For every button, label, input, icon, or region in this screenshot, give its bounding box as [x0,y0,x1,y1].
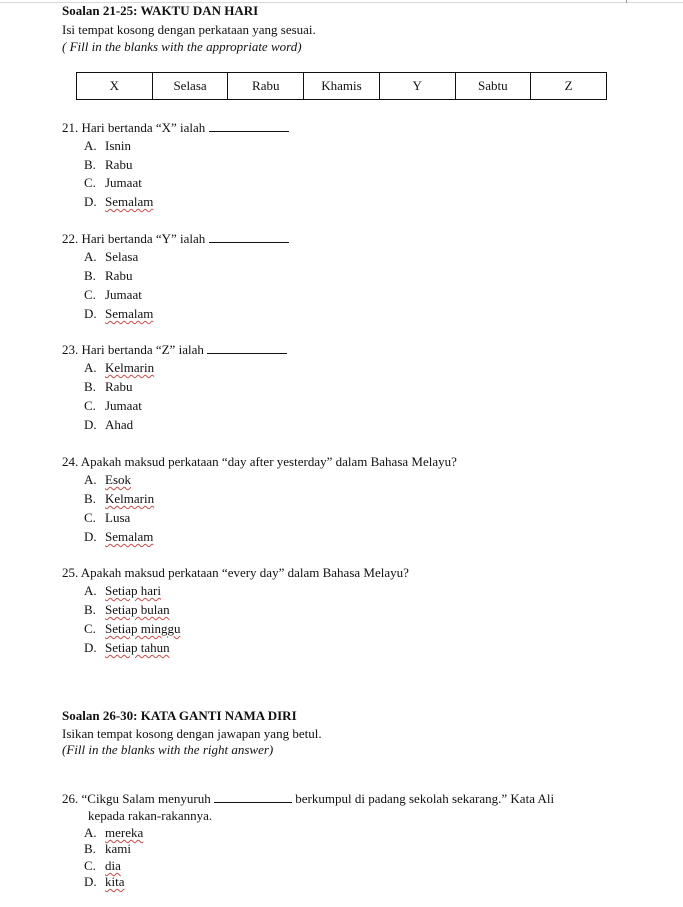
section-heading-kata-ganti-nama-diri: Soalan 26-30: KATA GANTI NAMA DIRI [62,708,297,723]
option-text: Jumaat [105,287,142,302]
instruction-malay: Isi tempat kosong dengan perkataan yang sesuai. [62,22,316,37]
question-24-option-b[interactable] [84,491,154,507]
question-23-option-d[interactable] [84,417,133,433]
option-letter: D. [84,194,97,209]
option-letter: A. [84,825,97,840]
question-26-option-c[interactable] [84,858,121,874]
question-23-option-b[interactable] [84,379,132,395]
option-text: Ahad [105,417,134,432]
answer-blank [209,120,289,132]
option-text: Jumaat [105,175,142,190]
question-24-option-d[interactable] [84,529,153,545]
option-letter: B. [84,157,96,172]
option-letter: D. [84,417,97,432]
question-26-stem-line2: kepada rakan-rakannya. [88,808,213,823]
question-25-option-d[interactable] [84,640,170,656]
days-table [76,72,607,100]
question-25-stem: 25. Apakah maksud perkataan “every day” dalam Bahasa Melayu? [62,565,409,580]
option-text: Kelmarin [105,491,155,506]
question-26-option-a[interactable] [84,825,143,841]
option-letter: A. [84,360,97,375]
instruction-malay: Isikan tempat kosong dengan jawapan yang betul. [62,726,322,741]
question-25-option-c[interactable] [84,621,180,637]
question-26-stem [62,791,554,807]
question-22-stem [62,231,289,247]
answer-blank [214,791,292,803]
day-cell-z: Z [531,73,607,100]
question-24-option-a[interactable] [84,472,131,488]
option-letter: C. [84,621,96,636]
option-text: kami [105,841,131,856]
option-letter: A. [84,472,97,487]
day-cell-rabu: Rabu [228,73,304,100]
option-letter: C. [84,175,96,190]
day-cell-khamis: Khamis [304,73,380,100]
question-22-option-c[interactable] [84,287,142,303]
question-24-option-c[interactable] [84,510,130,526]
day-cell-x: X [77,73,153,100]
option-text: Kelmarin [105,360,155,375]
question-25-option-a[interactable] [84,583,161,599]
option-text: Jumaat [105,398,142,413]
option-letter: C. [84,510,96,525]
option-text: Selasa [105,249,139,264]
option-letter: C. [84,287,96,302]
option-letter: B. [84,268,96,283]
question-21-option-c[interactable] [84,175,142,191]
option-text: Rabu [105,379,133,394]
question-22-option-a[interactable] [84,249,138,265]
question-26-text-part2: berkumpul di padang sekolah sekarang.” Kata Ali [295,791,555,806]
option-text: Semalam [105,306,154,321]
option-text: Semalam [105,529,154,544]
option-letter: D. [84,640,97,655]
option-text: Lusa [105,510,131,525]
question-21-option-a[interactable] [84,138,131,154]
option-letter: D. [84,874,97,889]
option-text: Isnin [105,138,131,153]
question-21-stem [62,120,289,136]
question-22-option-b[interactable] [84,268,132,284]
day-cell-y: Y [379,73,455,100]
option-letter: A. [84,138,97,153]
option-text: Setiap bulan [105,602,170,617]
option-letter: D. [84,306,97,321]
section-heading-waktu-dan-hari: Soalan 21-25: WAKTU DAN HARI [62,3,259,18]
option-letter: B. [84,602,96,617]
question-25-option-b[interactable] [84,602,170,618]
page-corner-mark [626,0,627,3]
option-text: Semalam [105,194,154,209]
question-26-option-b[interactable] [84,841,131,857]
day-cell-sabtu: Sabtu [455,73,531,100]
option-text: Setiap minggu [105,621,181,636]
day-cell-selasa: Selasa [152,73,228,100]
question-21-text: 21. Hari bertanda “X” ialah [62,120,206,135]
option-letter: D. [84,529,97,544]
option-text: kita [105,874,125,889]
instruction-english: ( Fill in the blanks with the appropriate word) [62,39,302,54]
question-23-stem [62,342,287,358]
option-text: Rabu [105,268,133,283]
question-24-stem: 24. Apakah maksud perkataan “day after yesterday” dalam Bahasa Melayu? [62,454,457,469]
option-letter: B. [84,841,96,856]
question-22-option-d[interactable] [84,306,153,322]
option-text: mereka [105,825,144,840]
option-text: Esok [105,472,131,487]
option-text: dia [105,858,121,873]
question-26-text-part1: 26. “Cikgu Salam menyuruh [62,791,211,806]
option-letter: B. [84,491,96,506]
question-22-text: 22. Hari bertanda “Y” ialah [62,231,206,246]
option-letter: B. [84,379,96,394]
question-23-option-a[interactable] [84,360,154,376]
question-21-option-d[interactable] [84,194,153,210]
option-letter: A. [84,249,97,264]
option-letter: A. [84,583,97,598]
instruction-english: (Fill in the blanks with the right answer) [62,742,274,757]
answer-blank [207,342,287,354]
option-text: Setiap tahun [105,640,170,655]
question-23-text: 23. Hari bertanda “Z” ialah [62,342,204,357]
answer-blank [209,231,289,243]
question-21-option-b[interactable] [84,157,132,173]
question-23-option-c[interactable] [84,398,142,414]
days-row [77,73,607,100]
option-letter: C. [84,398,96,413]
option-letter: C. [84,858,96,873]
question-26-option-d[interactable] [84,874,125,890]
option-text: Rabu [105,157,133,172]
option-text: Setiap hari [105,583,161,598]
